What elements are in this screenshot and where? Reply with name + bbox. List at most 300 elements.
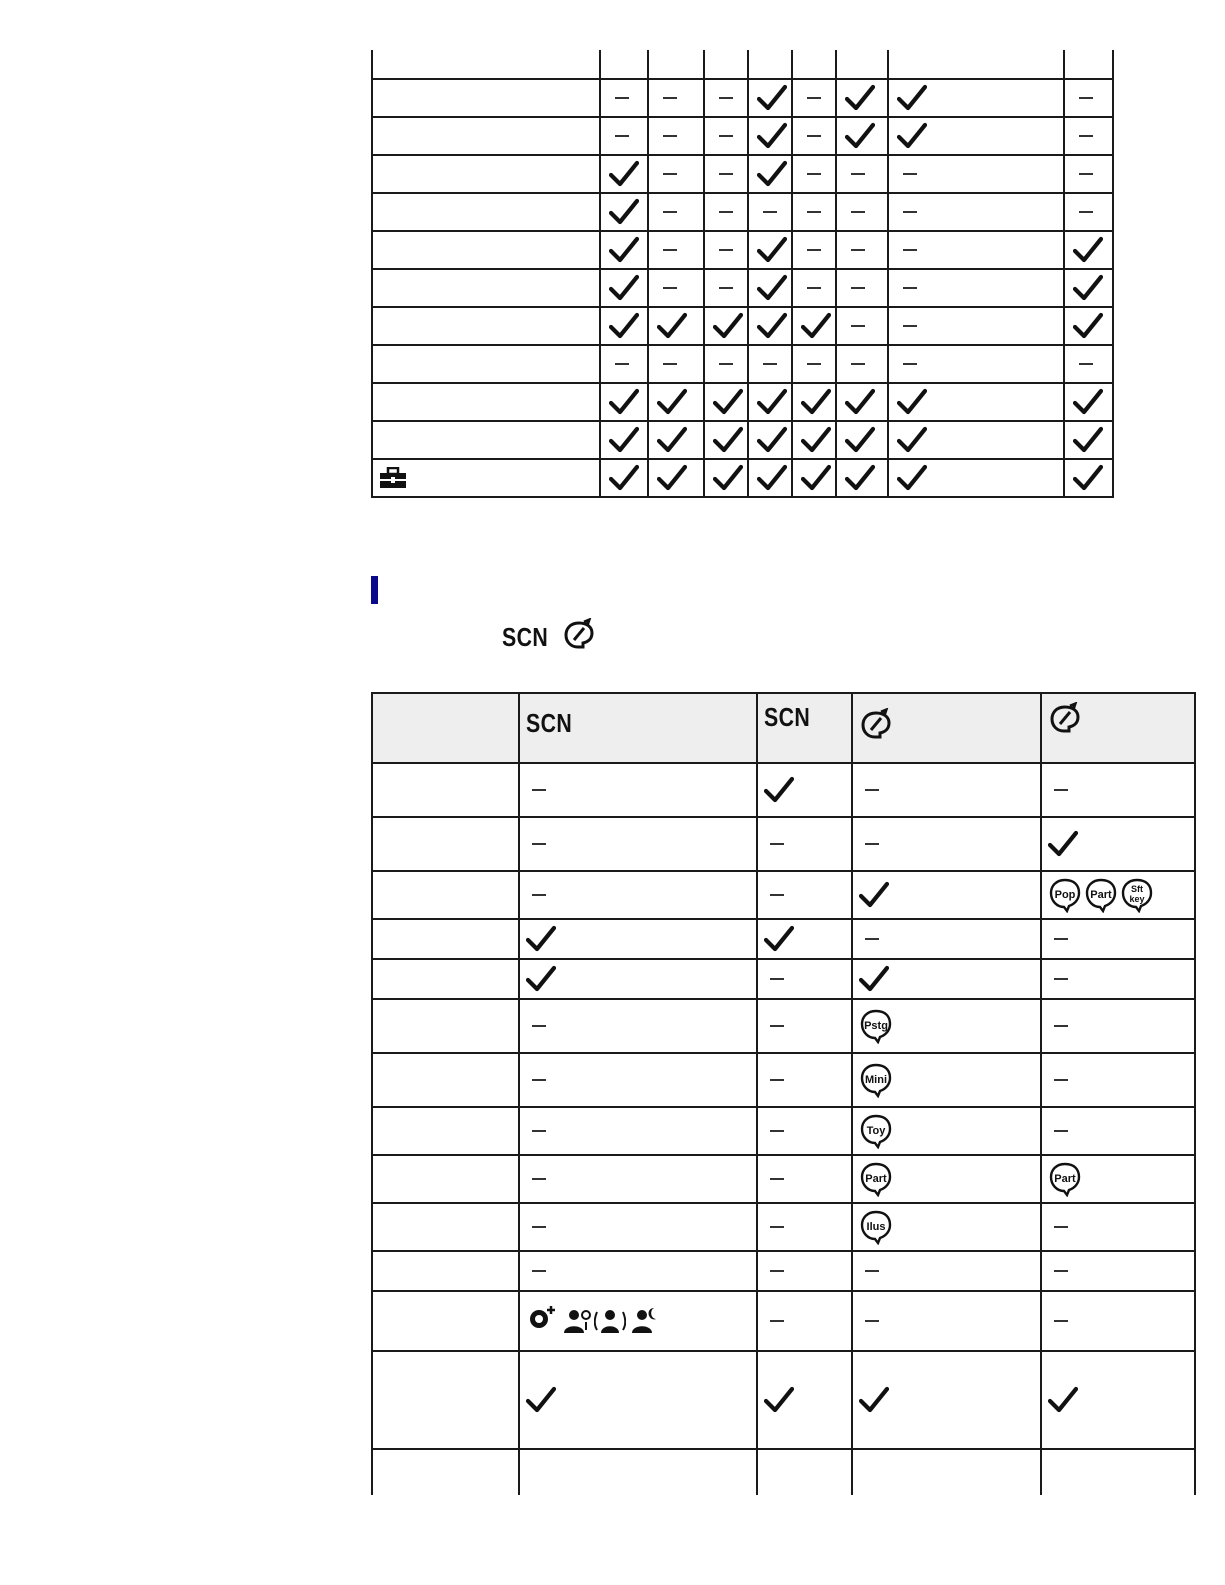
dash-mark: [719, 97, 733, 99]
table1-cell: [600, 421, 648, 459]
toolbox-icon: [379, 467, 407, 489]
table1-cell: [836, 117, 888, 155]
dash-mark: [663, 363, 677, 365]
check-mark: [801, 464, 831, 492]
dash-mark-wrap: [713, 127, 733, 145]
dash-mark: [807, 173, 821, 175]
check-mark: [1073, 274, 1103, 302]
picture-effect-icon: [562, 618, 596, 657]
check-icon: [757, 160, 787, 188]
dash-mark: [807, 249, 821, 251]
table2-cell: [757, 919, 852, 959]
table2-row: [372, 1351, 1195, 1449]
check-icon: [1073, 236, 1103, 264]
check-icon: [757, 312, 787, 340]
dash-mark: [851, 211, 865, 213]
table1-cell: [748, 231, 792, 269]
dash-mark: [851, 249, 865, 251]
check-mark: [657, 388, 687, 416]
table2-cell: [852, 999, 1041, 1053]
table1-row-label: [372, 79, 600, 117]
dash-mark-wrap: [845, 279, 865, 297]
check-mark: [1073, 312, 1103, 340]
table1-cell: [648, 79, 704, 117]
dash-mark: [663, 97, 677, 99]
dash-mark: [770, 1270, 784, 1272]
check-icon: [845, 426, 875, 454]
table2-row-label: [372, 959, 519, 999]
dash-mark: [865, 1320, 879, 1322]
check-icon: [757, 236, 787, 264]
table1-cell: [748, 269, 792, 307]
anti-blur-icon: [594, 1306, 626, 1336]
table1-cell: [792, 345, 836, 383]
table1-cell: [648, 459, 704, 497]
table2-cell: [757, 1155, 852, 1203]
table1-cell: [1064, 307, 1113, 345]
check-icon: [1048, 830, 1078, 858]
table1-cell: [704, 459, 748, 497]
dash-mark-wrap: [897, 317, 917, 335]
check-mark: [757, 426, 787, 454]
dash-mark: [719, 363, 733, 365]
effect-badge-icon: [1048, 877, 1082, 913]
table2-cell: [757, 1053, 852, 1107]
check-icon: [757, 274, 787, 302]
check-mark: [757, 388, 787, 416]
table1-cell: [836, 459, 888, 497]
check-mark: [609, 426, 639, 454]
dash-mark: [770, 1025, 784, 1027]
dash-mark: [1054, 978, 1068, 980]
table1-row: [372, 421, 1113, 459]
table1-cell: [1064, 79, 1113, 117]
dash-mark: [770, 1226, 784, 1228]
table2-cell: [852, 763, 1041, 817]
table1-cell: [836, 421, 888, 459]
scn-mode-label: SCN: [502, 621, 549, 652]
dash-mark: [1054, 1320, 1068, 1322]
check-icon: [1073, 312, 1103, 340]
table1-cell: [836, 383, 888, 421]
check-icon: [1073, 388, 1103, 416]
table2-row-label: [372, 919, 519, 959]
table1-row: [372, 193, 1113, 231]
table1-row-label: [372, 231, 600, 269]
check-mark: [845, 388, 875, 416]
table2-row: [372, 959, 1195, 999]
dash-mark: [663, 211, 677, 213]
check-mark: [845, 122, 875, 150]
table1-cell: [648, 383, 704, 421]
table1-cell: [1064, 269, 1113, 307]
dash-mark: [719, 211, 733, 213]
table1-cell: [704, 79, 748, 117]
table2-row-label: [372, 1107, 519, 1155]
table2-cell: [1041, 1351, 1195, 1449]
table1-cell: [888, 79, 1064, 117]
dash-mark: [865, 789, 879, 791]
dash-mark: [807, 211, 821, 213]
dash-mark: [532, 1226, 546, 1228]
dash-mark: [807, 135, 821, 137]
dash-mark-wrap: [897, 241, 917, 259]
table2-cell: [852, 1251, 1041, 1291]
table2-cell: [852, 919, 1041, 959]
effect-badge-icon: [859, 1113, 893, 1149]
dash-mark-wrap: [657, 165, 677, 183]
dash-mark: [903, 363, 917, 365]
svg-text:Pop: Pop: [1054, 889, 1076, 901]
table2-cell: [1041, 1291, 1195, 1351]
dash-mark: [770, 1178, 784, 1180]
dash-mark-wrap: [609, 355, 629, 373]
dash-mark-wrap: [757, 355, 777, 373]
table2-header-col3: [852, 693, 1041, 763]
table2-row: [372, 763, 1195, 817]
table2-row-label: [372, 763, 519, 817]
dash-mark-wrap: [1073, 165, 1093, 183]
table2-cell: [852, 817, 1041, 871]
dash-mark: [763, 363, 777, 365]
dash-mark-wrap: [897, 279, 917, 297]
table1-row: [372, 155, 1113, 193]
table2-row-label: [372, 1203, 519, 1251]
table2-header-empty: [372, 693, 519, 763]
dash-mark-wrap: [713, 89, 733, 107]
check-icon: [609, 198, 639, 226]
dash-mark-wrap: [609, 127, 629, 145]
check-mark: [757, 236, 787, 264]
table1-cell: [836, 193, 888, 231]
scn-mode-label: SCN: [526, 708, 573, 738]
check-mark: [801, 388, 831, 416]
table1-cell: [792, 155, 836, 193]
table2-cell: [519, 817, 757, 871]
dash-mark-wrap: [1073, 203, 1093, 221]
table1-cell: [1064, 383, 1113, 421]
check-mark: [757, 160, 787, 188]
check-mark: [897, 426, 927, 454]
table1-cell: [792, 79, 836, 117]
table1-cell: [648, 231, 704, 269]
check-icon: [859, 881, 889, 909]
dash-mark: [1054, 789, 1068, 791]
table1-cell: [600, 307, 648, 345]
scn-mode-label: SCN: [764, 702, 811, 732]
table1-cell: [888, 269, 1064, 307]
dash-mark: [770, 1079, 784, 1081]
table2-cell: [519, 1291, 757, 1351]
check-icon: [1073, 274, 1103, 302]
dash-mark: [532, 1130, 546, 1132]
table2-cell: [1041, 959, 1195, 999]
check-icon: [609, 236, 639, 264]
table2-cell: [757, 1107, 852, 1155]
table1-cell: [748, 383, 792, 421]
effect-badge-icon: [859, 1062, 893, 1098]
dash-mark-wrap: [801, 89, 821, 107]
table1-body: [372, 79, 1113, 497]
table2-cell: [852, 1107, 1041, 1155]
table2-cell: [852, 1155, 1041, 1203]
table1-cell: [704, 345, 748, 383]
check-icon: [897, 388, 927, 416]
table1-cell: [888, 345, 1064, 383]
table2-cell: [519, 959, 757, 999]
compatibility-table-1: [371, 50, 1114, 498]
check-mark: [1073, 236, 1103, 264]
table2-cell: [519, 1053, 757, 1107]
dash-mark: [1079, 173, 1093, 175]
dash-mark-wrap: [713, 241, 733, 259]
table1-cell: [888, 155, 1064, 193]
table1-cell: [1064, 345, 1113, 383]
compatibility-table-2: [371, 692, 1196, 1495]
check-mark: [801, 426, 831, 454]
dash-mark-wrap: [1073, 127, 1093, 145]
check-icon: [757, 388, 787, 416]
table2-cell: [519, 871, 757, 919]
check-mark: [609, 160, 639, 188]
svg-text:Part: Part: [865, 1173, 887, 1185]
dash-mark-wrap: [757, 203, 777, 221]
table1-row-label: [372, 345, 600, 383]
table2-cell: [757, 1351, 852, 1449]
table2-cell: [1041, 871, 1195, 919]
dash-mark: [1079, 135, 1093, 137]
svg-text:key: key: [1129, 894, 1145, 904]
table1-cell: [888, 193, 1064, 231]
dash-mark: [532, 1079, 546, 1081]
table1-cell: [792, 117, 836, 155]
table1-cell: [600, 269, 648, 307]
dash-mark: [770, 843, 784, 845]
dash-mark-wrap: [845, 317, 865, 335]
table1-cell: [748, 345, 792, 383]
table1-cell: [600, 231, 648, 269]
table1-cell: [648, 307, 704, 345]
table2-row-label: [372, 1449, 519, 1495]
backlight-portrait-icon: [560, 1306, 592, 1336]
check-mark: [897, 84, 927, 112]
check-mark: [609, 388, 639, 416]
check-icon: [764, 925, 794, 953]
dash-mark-wrap: [845, 355, 865, 373]
check-mark: [757, 122, 787, 150]
dash-mark: [663, 249, 677, 251]
table1-row: [372, 269, 1113, 307]
table1-cell: [748, 307, 792, 345]
table1-row: [372, 117, 1113, 155]
check-icon: [526, 925, 556, 953]
table1-cell: [704, 193, 748, 231]
table2-cell: [852, 1449, 1041, 1495]
dash-mark: [1054, 1130, 1068, 1132]
dash-mark-wrap: [657, 127, 677, 145]
check-icon: [897, 84, 927, 112]
table2-cell: [852, 1203, 1041, 1251]
dash-mark: [865, 1270, 879, 1272]
table2-cell: [757, 817, 852, 871]
check-mark: [609, 464, 639, 492]
check-icon: [801, 312, 831, 340]
table1-cell: [1064, 459, 1113, 497]
dash-mark: [719, 135, 733, 137]
table1-row: [372, 383, 1113, 421]
dash-mark: [851, 287, 865, 289]
check-mark: [609, 312, 639, 340]
svg-text:Ilus: Ilus: [866, 1221, 886, 1233]
table2-cell: [1041, 919, 1195, 959]
table1-row-label: [372, 117, 600, 155]
table2-row-label: [372, 1351, 519, 1449]
check-mark: [1073, 464, 1103, 492]
check-icon: [713, 388, 743, 416]
dash-mark-wrap: [609, 89, 629, 107]
check-icon: [609, 464, 639, 492]
check-mark: [757, 274, 787, 302]
table2-cell: [1041, 1449, 1195, 1495]
table2-row-label: [372, 999, 519, 1053]
dash-mark: [719, 173, 733, 175]
table2-row-label: [372, 1291, 519, 1351]
svg-text:Toy: Toy: [866, 1125, 886, 1137]
table2-row-label: [372, 1053, 519, 1107]
table2-cell: [757, 1251, 852, 1291]
table1-cell: [1064, 231, 1113, 269]
table1-cell: [792, 421, 836, 459]
dash-mark: [1054, 1226, 1068, 1228]
section-marker-bar: [371, 576, 378, 604]
dash-mark: [1079, 363, 1093, 365]
table1-cell: [648, 269, 704, 307]
dash-mark: [615, 135, 629, 137]
portrait-plus-icon: [526, 1306, 558, 1336]
svg-text:Sft: Sft: [1131, 884, 1143, 894]
dash-mark: [903, 325, 917, 327]
table1-cell: [792, 383, 836, 421]
dash-mark: [903, 211, 917, 213]
table2-row: [372, 817, 1195, 871]
dash-mark: [663, 173, 677, 175]
dash-mark: [770, 1130, 784, 1132]
check-mark: [657, 464, 687, 492]
table1-cell: [648, 345, 704, 383]
table2-cell: [1041, 1155, 1195, 1203]
dash-mark-wrap: [801, 127, 821, 145]
check-icon: [609, 274, 639, 302]
table2-cell: [1041, 763, 1195, 817]
dash-mark: [763, 211, 777, 213]
table2-cell: [519, 1155, 757, 1203]
table2-cell: [1041, 1107, 1195, 1155]
table2-cell: [519, 1251, 757, 1291]
table1-cell: [704, 269, 748, 307]
dash-mark-wrap: [657, 355, 677, 373]
table2-cell: [757, 763, 852, 817]
check-mark: [713, 388, 743, 416]
table1-cell: [600, 155, 648, 193]
table2-row-label: [372, 1251, 519, 1291]
check-mark: [609, 198, 639, 226]
table1-cell: [836, 79, 888, 117]
check-mark: [713, 312, 743, 340]
dash-mark-wrap: [657, 203, 677, 221]
table2-header-col2: [757, 693, 852, 763]
table2-cell: [757, 999, 852, 1053]
table1-top-row: [372, 50, 1113, 79]
dash-mark: [851, 325, 865, 327]
table1-cell: [792, 459, 836, 497]
check-mark: [757, 464, 787, 492]
dash-mark: [1079, 97, 1093, 99]
table2-row: [372, 1053, 1195, 1107]
table1-cell: [1064, 193, 1113, 231]
section-subtitle: [502, 615, 596, 659]
check-mark: [657, 312, 687, 340]
table1-cell: [792, 231, 836, 269]
check-icon: [845, 464, 875, 492]
picture-effect-icon: [859, 729, 893, 746]
table1-cell: [704, 117, 748, 155]
check-icon: [657, 388, 687, 416]
table2-row: [372, 1251, 1195, 1291]
dash-mark: [719, 249, 733, 251]
dash-mark: [1054, 1079, 1068, 1081]
check-mark: [845, 84, 875, 112]
table1-cell: [836, 307, 888, 345]
check-mark: [757, 84, 787, 112]
table2-cell: [757, 1449, 852, 1495]
dash-mark: [903, 287, 917, 289]
table2-cell: [1041, 817, 1195, 871]
table1-cell: [748, 459, 792, 497]
table1-row: [372, 345, 1113, 383]
table2-row: [372, 919, 1195, 959]
dash-mark: [807, 97, 821, 99]
check-icon: [764, 1386, 794, 1414]
table2-cell: [519, 763, 757, 817]
table2-cell: [757, 871, 852, 919]
dash-mark: [532, 1025, 546, 1027]
table1-cell: [836, 155, 888, 193]
dash-mark: [807, 363, 821, 365]
table1-row-label: [372, 459, 600, 497]
table2-cell: [852, 1351, 1041, 1449]
dash-mark-wrap: [897, 355, 917, 373]
table1-cell: [648, 155, 704, 193]
table1-cell: [748, 421, 792, 459]
table2-row: [372, 1107, 1195, 1155]
dash-mark: [719, 287, 733, 289]
dash-mark-wrap: [801, 241, 821, 259]
table1-row: [372, 459, 1113, 497]
check-mark: [897, 122, 927, 150]
check-icon: [764, 776, 794, 804]
table2-cell: [519, 1107, 757, 1155]
table1-cell: [704, 383, 748, 421]
dash-mark-wrap: [657, 241, 677, 259]
check-icon: [845, 122, 875, 150]
table2-row: [372, 999, 1195, 1053]
table1-cell: [1064, 117, 1113, 155]
check-mark: [713, 464, 743, 492]
table1-cell: [836, 231, 888, 269]
dash-mark-wrap: [1073, 89, 1093, 107]
table1-label-cell: [372, 50, 600, 79]
table2-cell: [757, 959, 852, 999]
